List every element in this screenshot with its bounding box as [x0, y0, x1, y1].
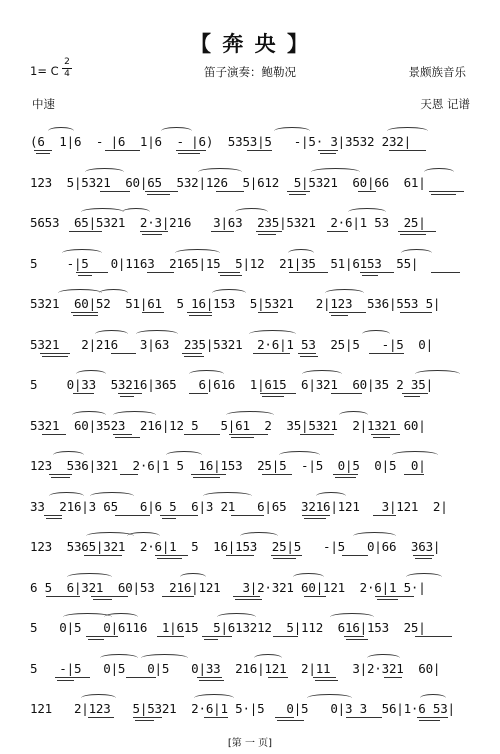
beam-underline: [100, 191, 130, 192]
beam-underline-double: [142, 234, 162, 235]
slur-mark: [95, 330, 128, 338]
beam-underline: [358, 191, 376, 192]
score-line: [30, 570, 470, 611]
slur-mark: [198, 168, 242, 176]
score-line-notes: 6 5 6|321 60|53 216|121 3|2·321 60|121 2·6|1 5·|: [30, 579, 426, 595]
beam-underline-double: [178, 153, 200, 154]
slur-mark: [406, 573, 442, 581]
slur-mark: [392, 451, 438, 459]
beam-underline-double: [204, 639, 218, 640]
beam-underline: [287, 191, 310, 192]
beam-underline: [176, 150, 206, 151]
slur-mark: [81, 208, 124, 216]
beam-underline-double: [335, 477, 356, 478]
beam-underline-double: [377, 599, 398, 600]
page-number: [第 一 页]: [227, 738, 273, 749]
beam-underline: [329, 312, 366, 313]
slur-mark: [53, 451, 84, 459]
beam-underline-double: [415, 558, 432, 559]
beam-underline: [360, 272, 394, 273]
beam-underline-double: [400, 234, 426, 235]
genre-label: 景颇族音乐: [408, 65, 466, 79]
slur-mark: [279, 451, 320, 459]
slur-mark: [387, 127, 428, 135]
score-line-notes: 5 0|33 53216|365 6|616 1|615 6|321 60|35 2 35|: [30, 377, 433, 392]
beam-underline: [147, 272, 174, 273]
beam-underline: [182, 353, 202, 354]
beam-underline: [268, 677, 288, 678]
score-line: [30, 651, 470, 692]
beam-underline-double: [93, 599, 112, 600]
slur-mark: [166, 451, 202, 459]
beam-underline: [333, 474, 358, 475]
beam-underline-double: [300, 356, 318, 357]
score-line-notes: 5653 65|5321 2·3|216 3|63 235|5321 2·6|1 53 25|: [30, 215, 426, 230]
beam-underline-double: [162, 518, 176, 519]
score-line-notes: 5 -|5 0|5 0|5 0|33 216|121 2|11 3|2·321 60|: [30, 660, 441, 676]
beam-underline: [417, 717, 448, 718]
slur-mark: [311, 168, 360, 176]
slur-mark: [235, 208, 268, 216]
beam-underline-double: [88, 639, 104, 640]
score-line-notes: 33 216|3 65 6|6 5 6|3 21 6|65 3216|121 3|121 2|: [30, 498, 448, 514]
beam-underline-double: [315, 680, 338, 681]
beam-underline: [271, 555, 302, 556]
beam-underline: [313, 677, 336, 678]
beam-underline-double: [304, 518, 326, 519]
slur-mark: [293, 573, 324, 581]
beam-underline-double: [320, 153, 336, 154]
key-signature: 1= C: [30, 64, 59, 78]
score-line: [30, 610, 470, 651]
beam-underline: [327, 231, 348, 232]
score-line-notes: 123 536|321 2·6|1 5 16|153 25|5 -|5 0|5 0|5 0|: [30, 458, 426, 473]
score-line-notes: (6 1|6 - |6 1|6 - |6) 5353|5 -|5· 3|3532 232|: [30, 134, 411, 149]
beam-underline: [49, 474, 72, 475]
beam-underline-double: [157, 558, 182, 559]
beam-underline: [84, 555, 122, 556]
slur-mark: [99, 289, 128, 297]
slur-mark: [189, 370, 224, 378]
score-line: [30, 367, 470, 408]
beam-underline: [105, 150, 140, 151]
beam-underline: [184, 434, 220, 435]
beam-underline: [342, 555, 368, 556]
beam-underline: [256, 231, 282, 232]
beam-underline: [231, 515, 264, 516]
beam-underline: [373, 515, 396, 516]
beam-underline: [91, 596, 128, 597]
beam-underline-double: [258, 234, 276, 235]
beam-underline: [204, 717, 228, 718]
score-line: [30, 205, 470, 246]
slur-mark: [249, 330, 296, 338]
beam-underline-double: [220, 275, 242, 276]
beam-underline: [216, 191, 244, 192]
score-line-notes: 5321 60|3523 216|12 5 5|61 2 35|5321 2|1321 60|: [30, 417, 426, 433]
slur-mark: [353, 532, 396, 540]
beam-underline: [76, 272, 108, 273]
beam-underline-double: [57, 680, 74, 681]
score-line-notes: 5 0|5 0|6116 1|615 5|613212 5|112 616|153 25|: [30, 620, 426, 635]
slur-mark: [330, 613, 374, 621]
beam-underline: [233, 596, 260, 597]
beam-underline: [371, 434, 400, 435]
beam-underline: [398, 231, 436, 232]
beam-underline: [247, 150, 272, 151]
slur-mark: [194, 694, 234, 702]
beam-underline: [346, 717, 382, 718]
time-signature-top: 2: [64, 57, 70, 67]
slur-mark: [175, 249, 220, 257]
beam-underline: [55, 677, 90, 678]
beam-underline: [46, 596, 80, 597]
beam-underline-double: [346, 639, 368, 640]
score-body: [30, 124, 470, 732]
beam-underline: [389, 150, 426, 151]
score-line: [30, 124, 470, 165]
slur-mark: [49, 492, 84, 500]
beam-underline: [42, 434, 66, 435]
beam-underline: [218, 272, 240, 273]
beam-underline: [44, 515, 62, 516]
beam-underline: [318, 150, 338, 151]
beam-underline: [369, 353, 404, 354]
beam-underline-double: [419, 720, 440, 721]
beam-underline: [160, 515, 198, 516]
slur-mark: [212, 289, 246, 297]
beam-underline: [115, 515, 150, 516]
slur-mark: [141, 654, 188, 662]
beam-underline: [402, 393, 428, 394]
beam-underline: [229, 434, 268, 435]
score-line: [30, 489, 470, 530]
beam-underline: [120, 474, 138, 475]
song-title: 【 奔 央 】: [190, 32, 310, 56]
beam-underline-double: [199, 680, 224, 681]
slur-mark: [307, 694, 352, 702]
slur-mark: [161, 127, 192, 135]
beam-underline: [413, 555, 434, 556]
slur-mark: [90, 492, 134, 500]
beam-underline: [262, 474, 292, 475]
beam-underline-double: [78, 275, 92, 276]
beam-underline: [253, 353, 290, 354]
beam-underline: [126, 677, 156, 678]
slur-mark: [217, 613, 256, 621]
tempo-marking: 中速: [32, 97, 55, 111]
slur-mark: [420, 694, 446, 702]
slur-mark: [401, 249, 432, 257]
beam-underline: [275, 717, 294, 718]
slur-mark: [100, 654, 138, 662]
transcriber-credit: 天恩 记谱: [420, 97, 470, 111]
score-line-notes: 5 -|5 0|1163 2165|15 5|12 21|35 51|6153 55|: [30, 255, 419, 271]
beam-underline: [226, 555, 254, 556]
slur-mark: [254, 654, 282, 662]
score-line-notes: 123 5365|321 2·6|1 5 16|153 25|5 -|5 0|66 363|: [30, 539, 441, 554]
beam-underline: [400, 312, 432, 313]
slur-mark: [274, 127, 310, 135]
beam-underline: [429, 191, 464, 192]
beam-underline-double: [362, 275, 378, 276]
score-line: [30, 327, 470, 368]
beam-underline: [88, 717, 114, 718]
beam-underline: [140, 231, 168, 232]
beam-underline: [162, 596, 194, 597]
beam-underline: [111, 353, 136, 354]
beam-underline-double: [404, 396, 420, 397]
beam-underline-double: [289, 194, 306, 195]
slur-mark: [72, 411, 106, 419]
beam-underline-double: [147, 194, 170, 195]
score-line-notes: 5321 2|216 3|63 235|5321 2·6|1 53 25|5 -|5 0|: [30, 336, 433, 352]
slur-mark: [62, 249, 102, 257]
score-line: [30, 448, 470, 489]
beam-underline-double: [262, 396, 284, 397]
slur-mark: [76, 370, 106, 378]
beam-underline: [189, 393, 208, 394]
time-signature-bottom: 4: [64, 69, 70, 79]
slur-mark: [339, 411, 368, 419]
slur-mark: [58, 289, 102, 297]
beam-underline-double: [184, 356, 204, 357]
beam-underline-double: [46, 518, 62, 519]
beam-underline: [431, 272, 460, 273]
beam-underline: [113, 434, 132, 435]
score-line-notes: 5321 60|52 51|61 5 16|153 5|5321 2|123 536|553 5|: [30, 296, 441, 311]
beam-underline: [145, 191, 178, 192]
beam-underline-double: [193, 477, 220, 478]
slur-mark: [67, 573, 112, 581]
slur-mark: [424, 168, 454, 176]
slur-mark: [86, 532, 134, 540]
slur-mark: [48, 127, 74, 135]
score-line: [30, 246, 470, 287]
slur-mark: [136, 330, 178, 338]
beam-underline: [302, 515, 330, 516]
beam-underline: [260, 393, 296, 394]
slur-mark: [367, 654, 400, 662]
score-line: [30, 286, 470, 327]
beam-underline: [304, 596, 326, 597]
score-line-notes: 121 2|123 5|5321 2·6|1 5·|5 0|5 0|3 3 56|1·6 53|: [30, 701, 455, 716]
slur-mark: [203, 492, 252, 500]
beam-underline-double: [431, 194, 456, 195]
beam-underline: [331, 393, 362, 394]
score-line: [30, 408, 470, 449]
beam-underline-double: [373, 437, 390, 438]
beam-underline: [155, 555, 188, 556]
beam-underline: [300, 434, 334, 435]
beam-underline: [142, 312, 164, 313]
beam-underline-double: [73, 315, 98, 316]
beam-underline: [415, 636, 452, 637]
score-line: [30, 691, 470, 732]
slur-mark: [122, 208, 150, 216]
slur-mark: [362, 330, 390, 338]
beam-underline-double: [273, 558, 296, 559]
beam-underline: [197, 677, 222, 678]
beam-underline: [344, 636, 364, 637]
beam-underline: [289, 272, 328, 273]
beam-underline: [34, 150, 52, 151]
beam-underline-double: [120, 396, 134, 397]
beam-underline: [86, 636, 118, 637]
beam-underline: [298, 353, 316, 354]
beam-underline: [71, 312, 98, 313]
slur-mark: [415, 370, 460, 378]
beam-underline-double: [235, 599, 262, 600]
beam-underline: [384, 677, 402, 678]
beam-underline-double: [51, 477, 70, 478]
beam-underline: [118, 393, 142, 394]
performer-credit: 笛子演奏：鲍勒况: [204, 65, 296, 79]
slur-mark: [226, 411, 274, 419]
slur-mark: [85, 168, 124, 176]
beam-underline: [40, 353, 70, 354]
slur-mark: [63, 613, 112, 621]
score-line: [30, 165, 470, 206]
slur-mark: [325, 289, 364, 297]
beam-underline-double: [189, 315, 212, 316]
slur-mark: [180, 573, 206, 581]
slur-mark: [302, 370, 342, 378]
slur-mark: [316, 492, 346, 500]
beam-underline: [187, 312, 212, 313]
slur-mark: [240, 532, 278, 540]
beam-underline: [375, 596, 414, 597]
beam-underline: [157, 636, 184, 637]
score-line-notes: 123 5|5321 60|65 532|126 5|612 5|5321 60|66 61|: [30, 174, 426, 190]
beam-underline-double: [135, 720, 154, 721]
beam-underline-double: [36, 153, 50, 154]
beam-underline-double: [331, 315, 348, 316]
beam-underline-double: [115, 437, 140, 438]
beam-underline: [202, 636, 232, 637]
beam-underline: [273, 636, 298, 637]
beam-underline: [191, 474, 226, 475]
beam-underline: [69, 231, 102, 232]
beam-underline-double: [42, 356, 68, 357]
slur-mark: [113, 411, 156, 419]
slur-mark: [348, 208, 386, 216]
beam-underline: [133, 717, 162, 718]
slur-mark: [288, 249, 314, 257]
beam-underline: [73, 393, 94, 394]
slur-mark: [81, 694, 116, 702]
beam-underline: [258, 312, 278, 313]
score-line: [30, 529, 470, 570]
beam-underline-double: [231, 437, 254, 438]
beam-underline-double: [277, 720, 304, 721]
beam-underline: [404, 474, 424, 475]
beam-underline: [211, 231, 234, 232]
